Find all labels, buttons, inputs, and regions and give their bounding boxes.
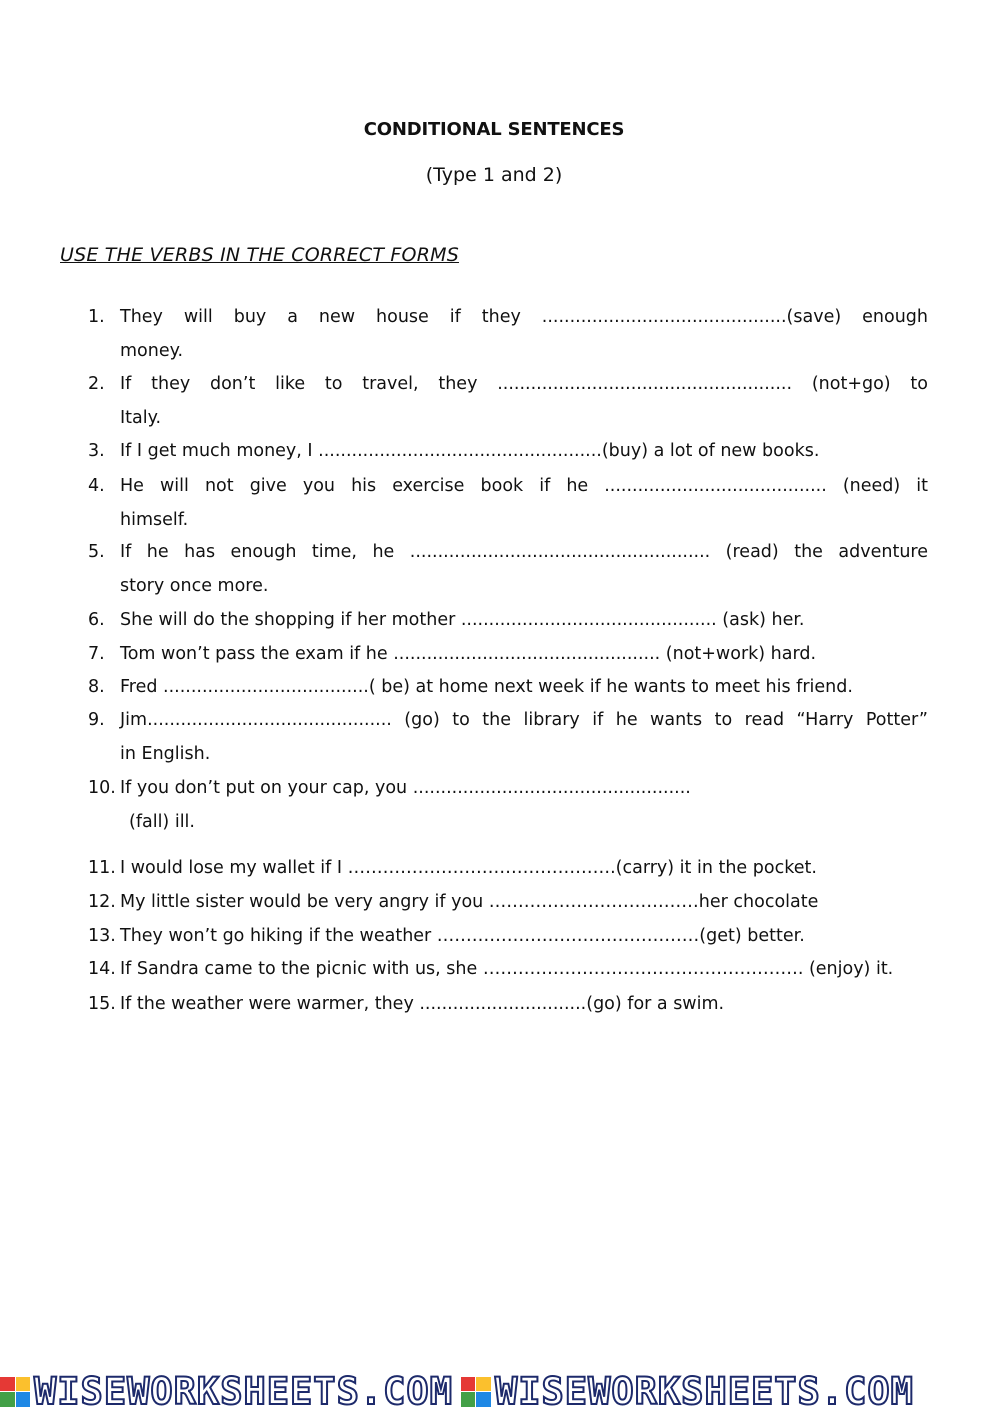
item-text: I would lose my wallet if I ……………………………………….(carry) it in the pocket. (120, 858, 817, 878)
exercise-item-4 (88, 470, 928, 537)
logo-square-yellow (16, 1377, 31, 1392)
item-number: 8. (88, 677, 105, 697)
exercise-item-6 (88, 604, 928, 638)
item-text-continued: money. (120, 340, 184, 361)
item-text: Fred .....................................( be) at home next week if he wants to meet his friend. (120, 677, 853, 697)
item-number: 9. (88, 710, 105, 730)
item-text: If the weather were warmer, they ..............................(go) for a swim. (120, 994, 725, 1014)
item-text: Tom won’t pass the exam if he ................................................ (not+work) hard. (120, 644, 817, 664)
logo-square-blue (476, 1392, 491, 1407)
item-text: She will do the shopping if her mother .............................................. (ask) her. (120, 610, 805, 630)
exercise-item-2 (88, 368, 928, 435)
exercise-item-14 (88, 953, 928, 987)
exercise-item-3 (88, 435, 928, 469)
logo-square-green (461, 1392, 476, 1407)
logo-square-blue (16, 1392, 31, 1407)
footer-watermark (0, 1372, 1000, 1411)
exercise-item-15 (88, 988, 928, 1022)
item-number: 13. (88, 926, 116, 946)
exercise-item-8 (88, 671, 928, 705)
item-number: 4. (88, 476, 105, 496)
item-text-continued: Italy. (120, 407, 162, 428)
item-number: 12. (88, 892, 116, 912)
item-number: 3. (88, 441, 105, 461)
exercise-item-5 (88, 536, 928, 603)
item-number: 14. (88, 959, 116, 979)
item-text: If they don’t like to travel, they ..................................................... (not+go) to (120, 374, 928, 394)
item-text-continued: in English. (120, 743, 211, 764)
item-text: If I get much money, I ...................................................(buy) a lot of new books. (120, 441, 820, 461)
exercise-item-12 (88, 886, 928, 920)
item-text: He will not give you his exercise book if he ........................................ (need) it (120, 476, 928, 496)
item-number: 15. (88, 994, 116, 1014)
instruction-heading: USE THE VERBS IN THE CORRECT FORMS (60, 244, 459, 266)
exercise-item-10 (88, 772, 928, 839)
item-number: 1. (88, 307, 105, 327)
item-text-continued: himself. (120, 509, 189, 530)
logo-square-red (0, 1377, 15, 1392)
brand-name: WISEWORKSHEETS.COM (34, 1372, 453, 1411)
item-number: 5. (88, 542, 105, 562)
wise-logo-icon (0, 1377, 30, 1407)
item-text: If he has enough time, he ...................................................... (read) the adventure (120, 542, 928, 562)
worksheet-subtitle: (Type 1 and 2) (425, 164, 563, 186)
item-text: They won’t go hiking if the weather ………………………………………(get) better. (120, 926, 805, 946)
exercise-item-13 (88, 920, 928, 954)
item-text-continued: story once more. (120, 575, 269, 596)
item-number: 7. (88, 644, 105, 664)
item-text: My little sister would be very angry if you ………………………………her chocolate (120, 892, 819, 912)
exercise-item-11 (88, 852, 928, 886)
brand-logo-2 (461, 1372, 914, 1411)
item-text: If Sandra came to the picnic with us, she ………………………………………………. (enjoy) it. (120, 959, 894, 979)
brand-name: WISEWORKSHEETS.COM (494, 1372, 914, 1411)
exercise-item-1 (88, 301, 928, 368)
item-text: They will buy a new house if they ............................................(save) enough (120, 307, 928, 327)
brand-logo-1 (0, 1372, 453, 1411)
item-number: 10. (88, 778, 116, 798)
exercise-item-7 (88, 638, 928, 672)
item-text: Jim............................................ (go) to the library if he wants to read “Harry Potter” (120, 710, 928, 730)
logo-square-yellow (476, 1377, 491, 1392)
item-number: 2. (88, 374, 105, 394)
item-number: 6. (88, 610, 105, 630)
item-text-continued: (fall) ill. (129, 811, 195, 832)
item-text: If you don’t put on your cap, you .................................................. (120, 778, 691, 798)
worksheet-title: CONDITIONAL SENTENCES (363, 119, 625, 140)
logo-square-red (461, 1377, 476, 1392)
item-number: 11. (88, 858, 116, 878)
logo-square-green (0, 1392, 15, 1407)
exercise-item-9 (88, 704, 928, 771)
wise-logo-icon (461, 1377, 491, 1407)
